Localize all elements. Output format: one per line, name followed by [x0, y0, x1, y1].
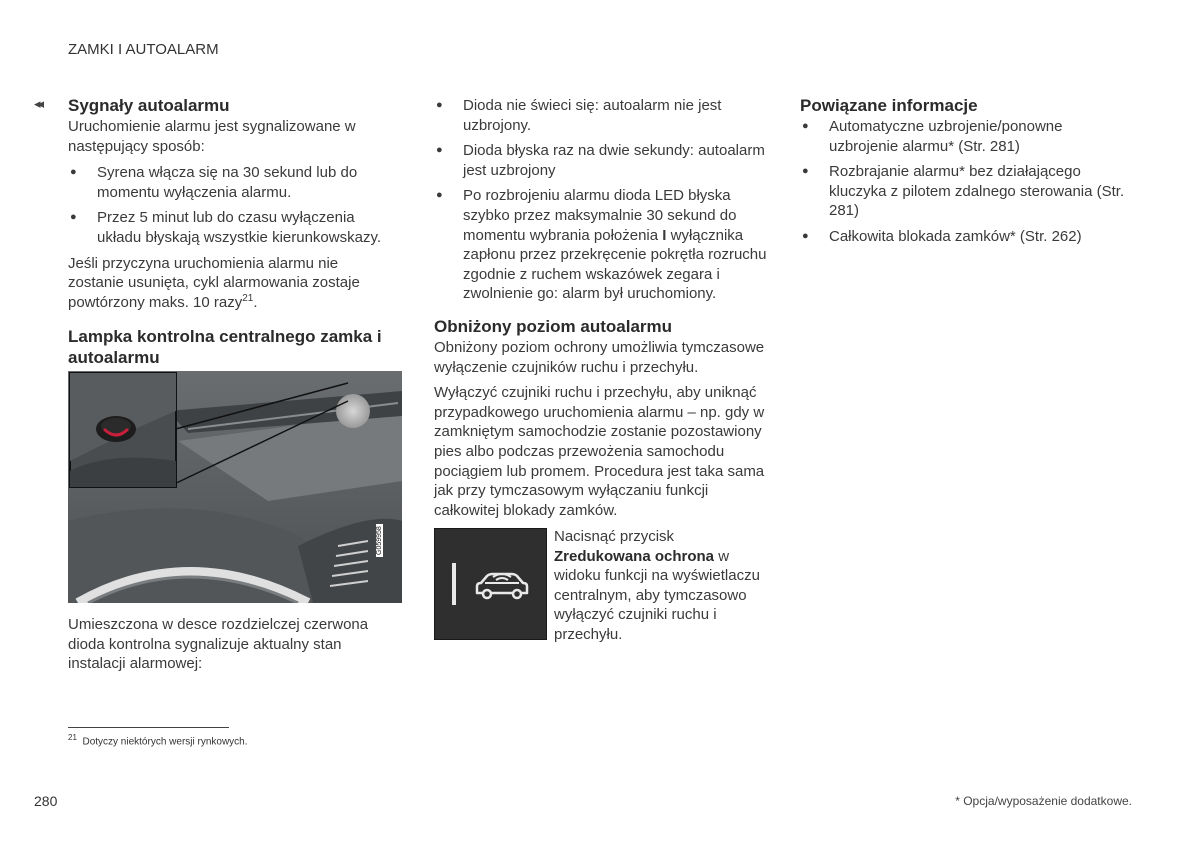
alarm-repeat-text: Jeśli przyczyna uruchomienia alarmu nie zostanie usunięta, cykl alarmowania zostaje powtórzony maks. 10 razy	[68, 254, 360, 311]
footnote-number: 21	[68, 733, 77, 742]
section-title-alarm-signals: Sygnały autoalarmu	[68, 96, 230, 115]
list-item: ● Dioda nie świeci się: autoalarm nie jest uzbrojony.	[434, 96, 768, 135]
section-title-related-info: Powiązane informacje	[800, 96, 978, 115]
back-arrow-icon[interactable]: ◂◂	[34, 96, 42, 111]
reduced-protection-instruction	[554, 527, 768, 645]
list-item: ● Syrena włącza się na 30 sekund lub do momentu wyłączenia alarmu.	[68, 163, 398, 202]
reduced-level-intro: Obniżony poziom ochrony umożliwia tymczasowe wyłączenie czujników ruchu i przechyłu.	[434, 338, 765, 376]
optional-equipment-note: * Opcja/wyposażenie dodatkowe.	[955, 794, 1132, 808]
list-item-text-a: Po rozbrojeniu alarmu dioda LED błyska szybko przez maksymalnie 30 sekund do momentu wybrania położenia	[463, 187, 737, 244]
list-item	[434, 186, 768, 304]
column-3	[800, 96, 1126, 247]
column-1	[68, 96, 398, 368]
section-title-indicator-lamp: Lampka kontrolna centralnego zamka i autoalarmu	[68, 327, 382, 368]
lamp-states-list	[434, 96, 768, 304]
alarm-repeat-paragraph	[68, 254, 398, 313]
related-link[interactable]: ● Całkowita blokada zamków* (Str. 262)	[800, 227, 1126, 247]
chapter-title: ZAMKI I AUTOALARM	[68, 41, 219, 58]
footnote-text: Dotyczy niektórych wersji rynkowych.	[82, 736, 248, 748]
related-link[interactable]: ● Rozbrajanie alarmu* bez działającego kluczyka z pilotem zdalnego sterowania (Str. 281)	[800, 162, 1126, 221]
list-item: ● Dioda błyska raz na dwie sekundy: autoalarm jest uzbrojony	[434, 141, 768, 180]
footnote-ref[interactable]: 21	[242, 292, 254, 304]
image-code: G059958	[376, 526, 383, 555]
page-number: 280	[34, 793, 58, 809]
dashboard-drawing	[68, 371, 402, 603]
related-links-list	[800, 117, 1126, 247]
list-item-text-b: wyłącznika zapłonu przez przekręcenie pokrętła rozruchu zgodnie z ruchem wskazówek zegara i zwolnienie go: alarm był uruchomiony.	[463, 226, 767, 303]
alarm-signals-intro: Uruchomienie alarmu jest sygnalizowane w następujący sposób:	[68, 118, 356, 155]
section-title-reduced-level: Obniżony poziom autoalarmu	[434, 316, 673, 336]
lamp-caption: Umieszczona w desce rozdzielczej czerwona dioda kontrolna sygnalizuje aktualny stan instalacji alarmowej:	[68, 616, 369, 673]
car-sensor-icon	[469, 569, 535, 601]
dashboard-illustration	[68, 371, 402, 603]
ignition-position: I	[662, 226, 667, 244]
instruction-text-a: Nacisnąć przycisk	[554, 528, 675, 545]
related-link[interactable]: ● Automatyczne uzbrojenie/ponowne uzbrojenie alarmu* (Str. 281)	[800, 117, 1126, 156]
instruction-text-b: w widoku funkcji na wyświetlaczu centralnym, aby tymczasowo wyłączyć czujniki ruchu i przechyłu.	[554, 547, 760, 643]
footnote-divider	[68, 727, 229, 728]
footnote	[68, 733, 248, 747]
column-2	[434, 96, 768, 520]
alarm-signals-list	[68, 163, 398, 247]
reduced-protection-button[interactable]	[434, 528, 547, 640]
list-item: ● Przez 5 minut lub do czasu wyłączenia układu błyskają wszystkie kierunkowskazy.	[68, 208, 398, 247]
reduced-protection-label: Zredukowana ochrona	[554, 547, 715, 565]
reduced-level-paragraph: Wyłączyć czujniki ruchu i przechyłu, aby uniknąć przypadkowego uruchomienia alarmu – np. gdy w zamkniętym samochodzie zostanie pozostawiony pies albo podczas przewożenia samochodu pociągiem lub promem. Procedura jest taka sama jak przy tymczasowym wyłączaniu funkcji całkowitej blokady zamków.	[434, 384, 765, 519]
alarm-repeat-end: .	[253, 293, 258, 311]
button-indicator-bar	[452, 563, 456, 605]
